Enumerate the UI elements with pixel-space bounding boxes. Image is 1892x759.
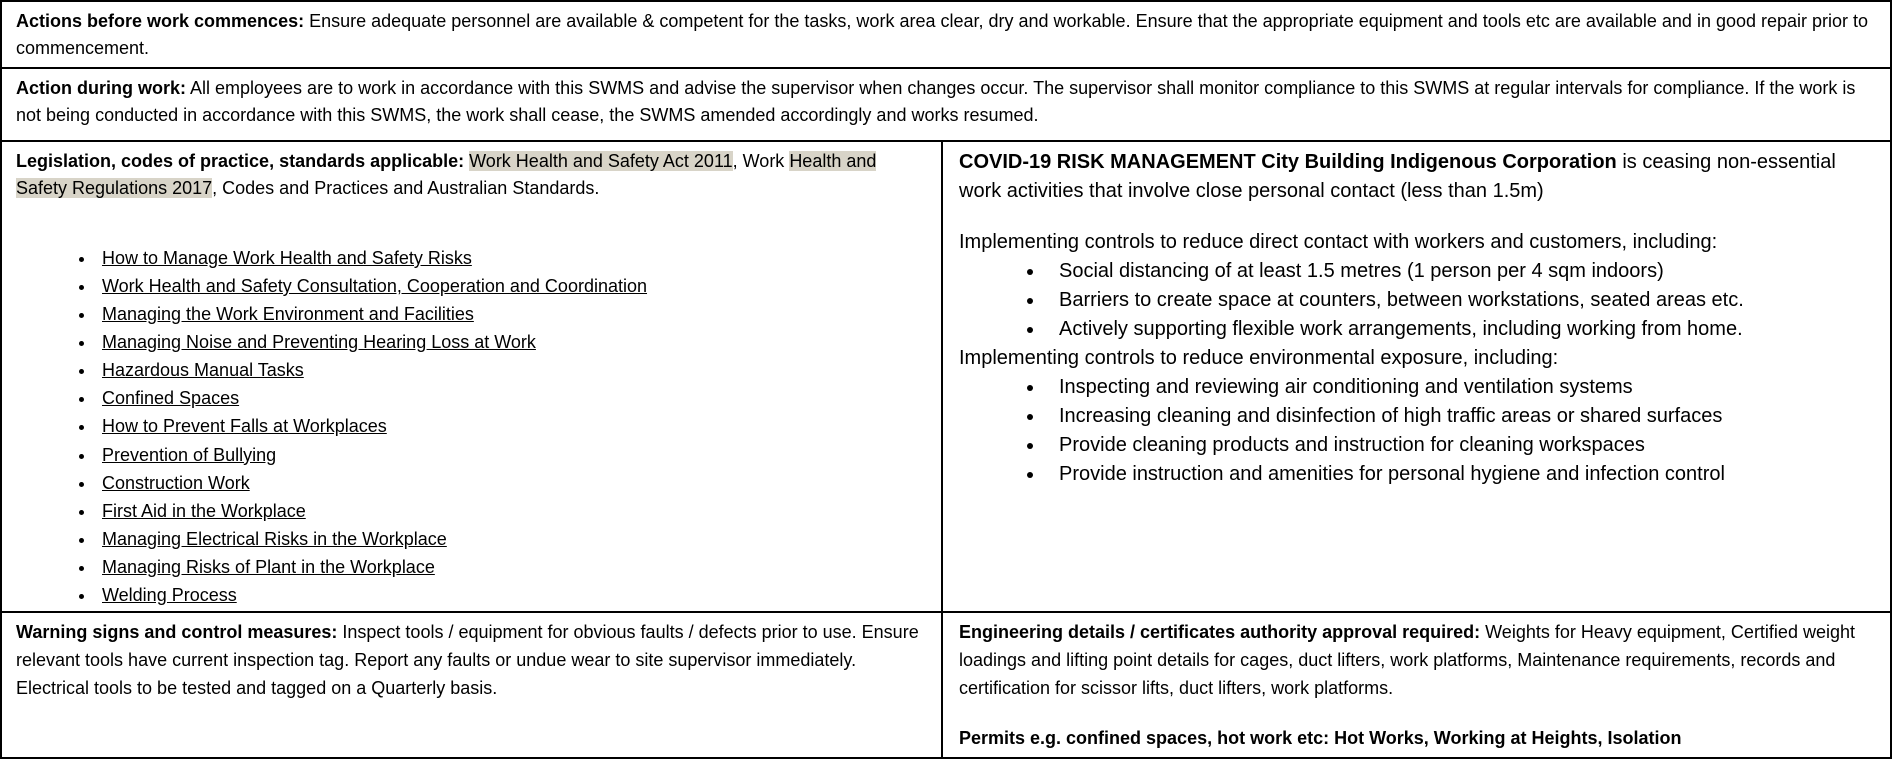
row-actions-before-work <box>2 2 1890 69</box>
legislation-link[interactable]: How to Manage Work Health and Safety Risks <box>102 248 472 268</box>
engineering-details-cell <box>943 613 1890 757</box>
legislation-link-item <box>96 581 927 609</box>
legislation-link[interactable]: Hazardous Manual Tasks <box>102 360 304 381</box>
actions-before-work-paragraph <box>16 8 1876 62</box>
covid-environmental-item: • Increasing cleaning and disinfection of high traffic areas or shared surfaces <box>1045 402 1874 431</box>
permits-label: Permits e.g. confined spaces, hot work etc: <box>959 727 1330 748</box>
covid-environmental-item: • Provide instruction and amenities for personal hygiene and infection control <box>1045 460 1874 489</box>
covid-heading-rest: is ceasing non-essential work activities that involve close personal contact (less than 1.5m) <box>959 151 1836 202</box>
legislation-link-item <box>96 244 927 272</box>
action-during-work-text: All employees are to work in accordance with this SWMS and advise the supervisor when changes occur. The supervisor shall monitor compliance to this SWMS at regular intervals for compliance. If the work is not being conducted in accordance with this SWMS, the work shall cease, the SWMS amended accordingly and works resumed. <box>16 78 1856 125</box>
permits-paragraph <box>959 725 1874 753</box>
legislation-highlight-regulations: Health and Safety Regulations 2017 <box>16 151 877 198</box>
legislation-cell <box>2 142 943 611</box>
action-during-work-paragraph <box>16 75 1876 129</box>
actions-before-work-label: Actions before work commences: <box>16 11 305 31</box>
legislation-link-item <box>96 384 927 412</box>
legislation-link-item <box>96 553 927 581</box>
covid-environmental-list <box>959 373 1874 489</box>
legislation-link[interactable]: Work Health and Safety Consultation, Cooperation and Coordination <box>102 276 648 297</box>
warning-signs-cell <box>2 613 943 757</box>
legislation-link[interactable]: Confined Spaces <box>102 388 240 409</box>
covid-direct-contact-list <box>959 257 1874 344</box>
covid-environmental-item: • Inspecting and reviewing air conditioning and ventilation systems <box>1045 373 1874 402</box>
legislation-link-item <box>96 412 927 440</box>
legislation-link-item <box>96 328 927 356</box>
engineering-details-label: Engineering details / certificates authority approval required: <box>959 622 1481 642</box>
warning-signs-text: Inspect tools / equipment for obvious faults / defects prior to use. Ensure relevant tools have current inspection tag. Report any faults or undue wear to site supervisor immediately. Electrical tools to be tested and tagged on a Quarterly basis. <box>16 622 919 698</box>
legislation-link-item <box>96 441 927 469</box>
legislation-highlight-act: Work Health and Safety Act 2011 <box>469 151 733 171</box>
engineering-details-paragraph <box>959 619 1874 703</box>
covid-direct-contact-item: • Actively supporting flexible work arrangements, including working from home. <box>1045 315 1874 344</box>
legislation-link[interactable]: Welding Process <box>102 584 237 605</box>
legislation-link-item <box>96 525 927 553</box>
engineering-details-text: Weights for Heavy equipment, Certified weight loadings and lifting point details for cages, duct lifters, work platforms, Maintenance requirements, records and certification for scissor lifts, duct lifters, work platforms. <box>959 622 1855 698</box>
legislation-link[interactable]: Managing Risks of Plant in the Workplace <box>102 556 435 577</box>
legislation-link[interactable]: Managing the Work Environment and Facilities <box>102 304 474 325</box>
legislation-link[interactable]: How to Prevent Falls at Workplaces <box>102 416 387 437</box>
legislation-link-item <box>96 469 927 497</box>
actions-before-work-text: Ensure adequate personnel are available & competent for the tasks, work area clear, dry and workable. Ensure that the appropriate equipment and tools etc are available and in good repair prior to commencement. <box>16 11 1869 58</box>
legislation-link[interactable]: First Aid in the Workplace <box>102 500 306 521</box>
legislation-link[interactable]: Managing Electrical Risks in the Workplace <box>102 528 447 549</box>
action-during-work-label: Action during work: <box>16 78 186 98</box>
legislation-link[interactable]: Managing Noise and Preventing Hearing Loss at Work <box>102 332 536 353</box>
covid-heading-bold: COVID-19 RISK MANAGEMENT City Building Indigenous Corporation <box>959 151 1617 173</box>
legislation-link-item <box>96 497 927 525</box>
warning-signs-label: Warning signs and control measures: <box>16 622 338 642</box>
legislation-link[interactable]: Construction Work <box>102 472 250 493</box>
warning-signs-paragraph <box>16 619 927 703</box>
row-warning-engineering <box>2 613 1890 757</box>
legislation-between-text: , Work <box>732 151 790 171</box>
covid-heading-paragraph <box>959 148 1874 206</box>
legislation-link[interactable]: Prevention of Bullying <box>102 444 277 465</box>
legislation-link-item <box>96 356 927 384</box>
legislation-paragraph <box>16 148 927 202</box>
legislation-tail-text: , Codes and Practices and Australian Standards. <box>212 178 600 198</box>
permits-text: Hot Works, Working at Heights, Isolation <box>1329 727 1682 748</box>
legislation-links-list <box>16 244 927 609</box>
legislation-link-item <box>96 272 927 300</box>
row-legislation-covid <box>2 142 1890 613</box>
covid-direct-contact-item: • Barriers to create space at counters, between workstations, seated areas etc. <box>1045 286 1874 315</box>
legislation-label: Legislation, codes of practice, standards applicable: <box>16 151 465 171</box>
covid-environmental-label: Implementing controls to reduce environmental exposure, including: <box>959 347 1559 369</box>
covid-environmental-item: • Provide cleaning products and instruction for cleaning workspaces <box>1045 431 1874 460</box>
covid-direct-contact-item: • Social distancing of at least 1.5 metres (1 person per 4 sqm indoors) <box>1045 257 1874 286</box>
row-action-during-work <box>2 69 1890 142</box>
legislation-link-item <box>96 300 927 328</box>
covid-direct-contact-label: Implementing controls to reduce direct contact with workers and customers, including: <box>959 231 1718 253</box>
covid-risk-management-cell <box>943 142 1890 611</box>
